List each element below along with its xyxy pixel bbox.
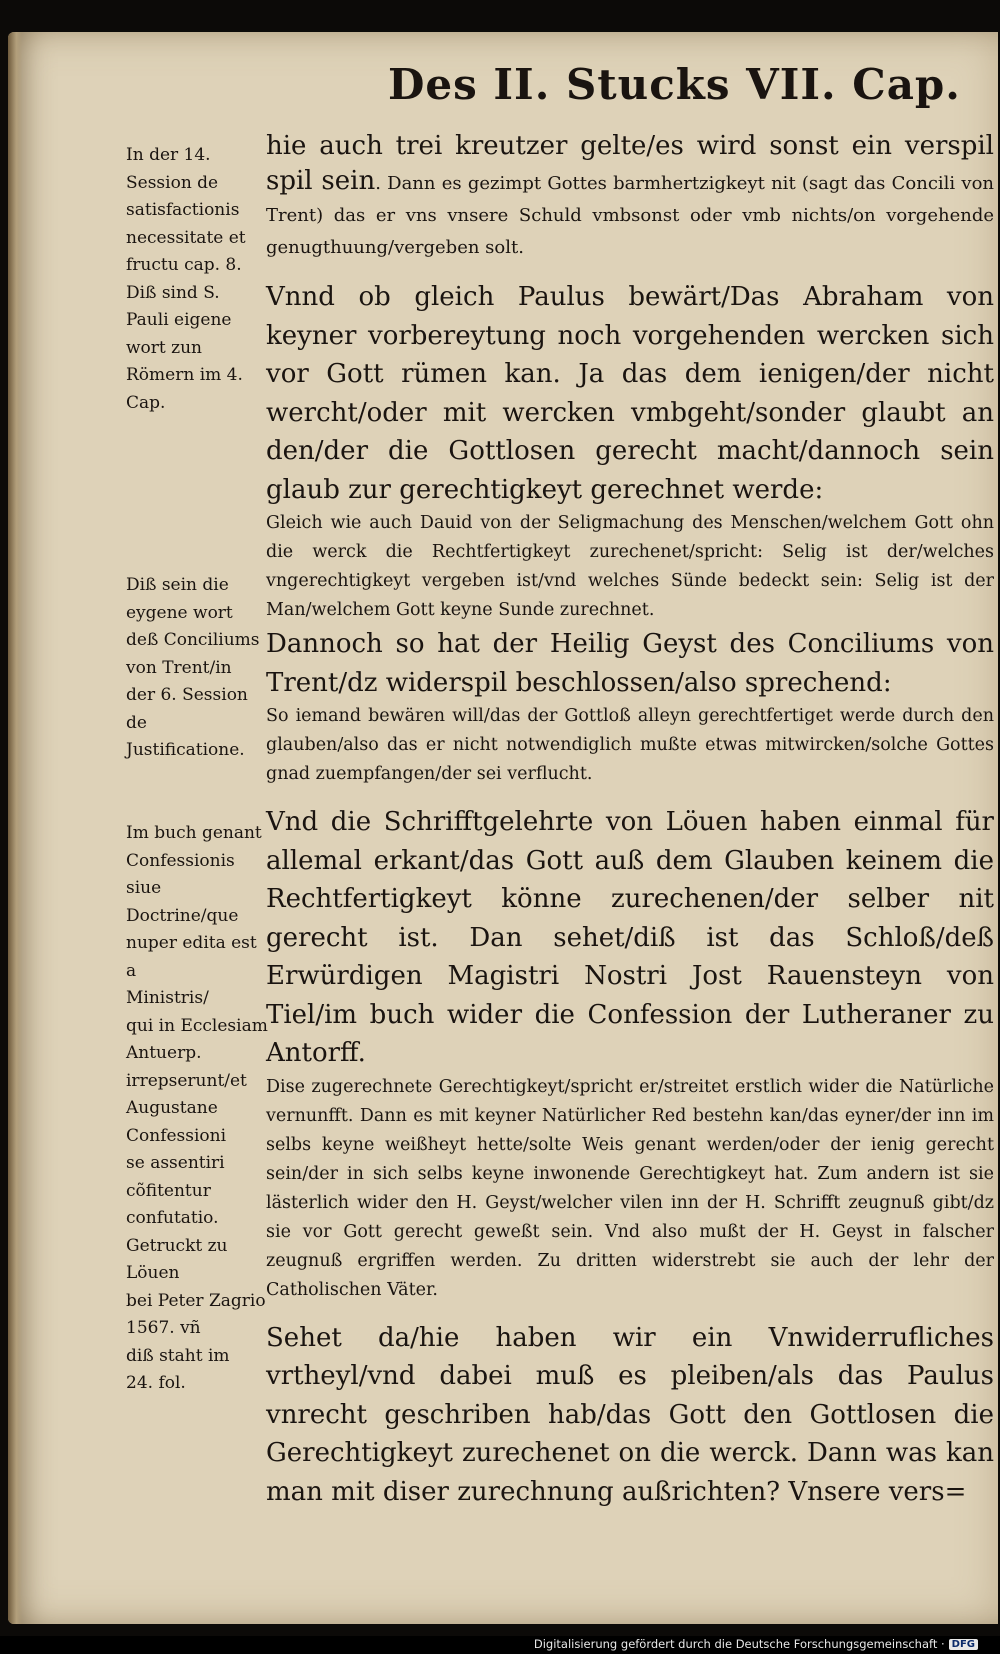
paragraph-2: Vnd die Schrifftgelehrte von Löuen haben einmal für allemal erkant/das Gott auß dem Glauben keinem die Rechtfertigkeyt könne zurechenen/der selber nit gerecht ist. Dan sehet/diß ist das Schloß/deß Erwürdigen Magistri Nostri Jost Rauensteyn von Tiel/im buch wider die Confession der Lutheraner zu Antorff. — [266, 807, 994, 1068]
paragraph-2-quote: Dise zugerechnete Gerechtigkeyt/spricht er/streitet erstlich wider die Natürliche vernunfft. Dann es mit keyner Natürlicher Red bestehn kan/das eyner/der inn im selbs keyne weißheyt hette/solte Weis genant werden/oder der ienig gerecht sein/der in sich selbs keyne inwonende Gerechtigkeyt hat. Zum andern ist sie lästerlich wider den H. Geyst/welcher vilen inn der H. Schrifft zeugnuß gibt/dz sie vor Gott gerecht geweßt sein. Vnd also mußt der H. Geyst in falscher zeugnuß ergriffen werden. Zu dritten widerstrebt sie auch der lehr der Catholischen Väter. — [266, 1076, 994, 1300]
dfg-logo: DFG — [949, 1639, 978, 1650]
paragraph-1-council-quote: So iemand bewären will/das der Gottloß alleyn gerechtfertiget werde durch den glauben/also das er nicht notwendiglich mußte etwas mitwircken/solche Gottes gnad zuempfangen/der sei verflucht. — [266, 706, 994, 784]
funding-text: Digitalisierung gefördert durch die Deutsche Forschungsgemeinschaft · — [533, 1637, 945, 1651]
paragraph-3: Sehet da/hie haben wir ein Vnwiderrufliches vrtheyl/vnd dabei muß es pleiben/als das Paulus vnrecht geschriben hab/das Gott den Gottlosen die Gerechtigkeyt zurechenet on die werck. Dann was kan man mit diser zurechnung außrichten? Vnsere vers= — [266, 1322, 994, 1507]
paragraph-1-quote: Gleich wie auch Dauid von der Seligmachung des Menschen/welchem Gott ohn die werck die Rechtfertigkeyt zurechenet/spricht: Selig ist der/welches vngerechtigkeyt vergeben ist/vnd welches Sünde bedeckt sein: Selig ist der Man/welchem Gott keyne Sunde zurechnet. — [266, 513, 994, 620]
funding-footer — [534, 1637, 978, 1651]
margin-note-2: Diß sein die eygene wort deß Conciliums von Trent/in der 6. Session de Justificatione. — [126, 575, 260, 760]
opening-paragraph — [266, 130, 994, 264]
paragraph-1: Vnnd ob gleich Paulus bewärt/Das Abraham von keyner vorbereytung noch vorgehenden wercken sich vor Gott rümen kan. Ja das dem ienigen/der nicht wercht/oder mit wercken vmbgeht/sonder glaubt an den/der die Gottlosen gerecht macht/dannoch sein glaub zur gerechtigkeyt gerechnet werde: — [266, 282, 994, 505]
main-text — [266, 130, 994, 1507]
page-edge — [8, 32, 22, 1624]
opening-large-text: hie auch trei kreutzer gelte/es wird sonst ein verspil spil sein — [266, 131, 994, 196]
page-header: Des II. Stucks VII. Cap. — [388, 60, 961, 109]
book-page — [8, 32, 998, 1624]
paragraph-1-tail: Dannoch so hat der Heilig Geyst des Conciliums von Trent/dz widerspil beschlossen/also sprechend: — [266, 629, 994, 698]
opening-small-text: . Dann es gezimpt Gottes barmhertzigkeyt nit (sagt das Concili von Trent) das er vns vnsere Schuld vmbsonst oder vmb nichts/on vorgehende genugthuung/vergeben solt. — [266, 173, 994, 258]
margin-note-1: In der 14. Session de satisfactionis necessitate et fructu cap. 8. Diß sind S. Pauli eigene wort zun Römern im 4. Cap. — [126, 145, 246, 413]
margin-note-3: Im buch genant Confessionis siue Doctrine/que nuper edita est a Ministris/ qui in Ecclesiam Antuerp. irrepserunt/et Augustane Confessioni se assentiri cõfitentur confutatio. Getruckt zu Löuen bei Peter Zagrio 1567. vñ diß staht im 24. fol. — [126, 823, 268, 1393]
